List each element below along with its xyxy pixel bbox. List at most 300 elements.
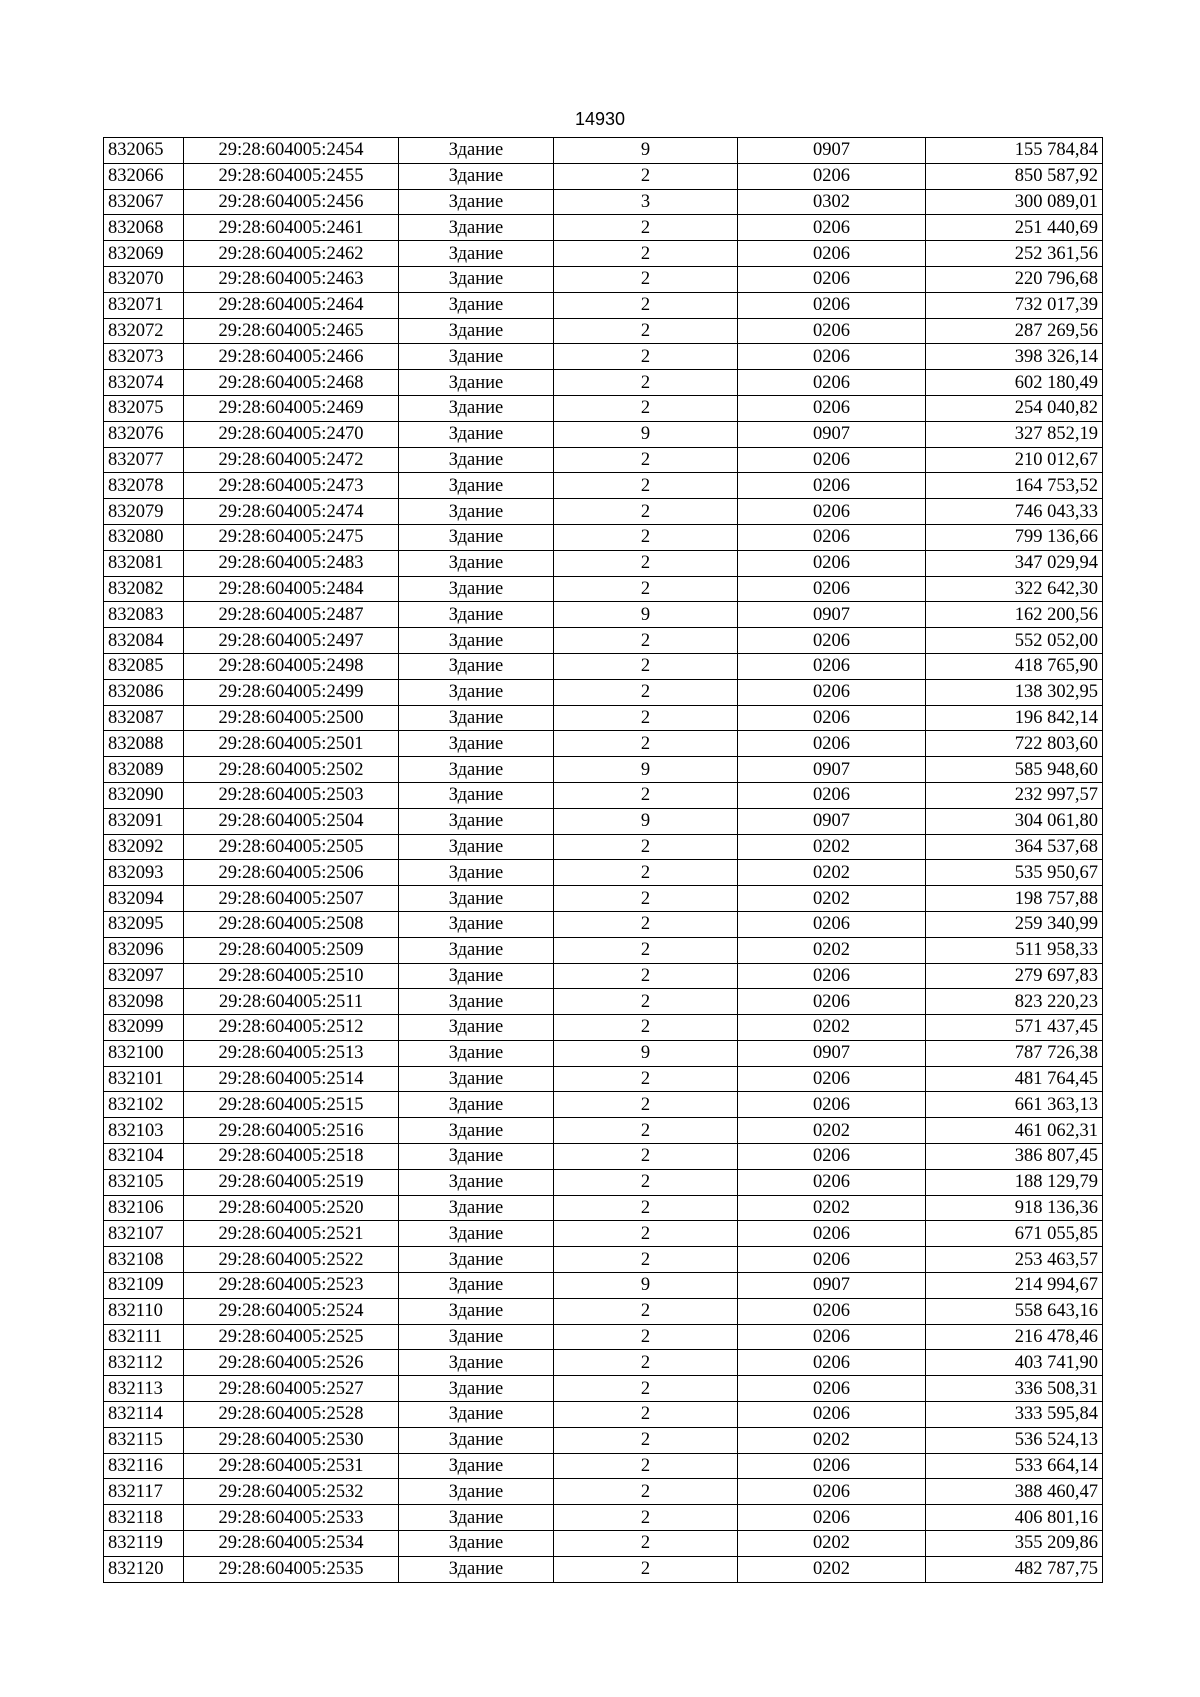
row-number-cell: 832086: [104, 679, 184, 705]
row-number-cell: 832101: [104, 1066, 184, 1092]
cadastral-number-cell: 29:28:604005:2520: [184, 1195, 399, 1221]
row-number-cell: 832120: [104, 1556, 184, 1582]
cadastral-value-cell: 333 595,84: [926, 1402, 1103, 1428]
table-row: [104, 241, 1103, 267]
group-code-cell: 2: [554, 1298, 738, 1324]
group-code-cell: 2: [554, 266, 738, 292]
subgroup-code-cell: 0907: [738, 1273, 926, 1299]
subgroup-code-cell: 0907: [738, 138, 926, 164]
table-row: [104, 370, 1103, 396]
group-code-cell: 2: [554, 1531, 738, 1557]
page-number: 14930: [574, 109, 626, 129]
object-type-cell: Здание: [399, 1015, 554, 1041]
table-row: [104, 731, 1103, 757]
group-code-cell: 2: [554, 679, 738, 705]
object-type-cell: Здание: [399, 1273, 554, 1299]
subgroup-code-cell: 0202: [738, 886, 926, 912]
group-code-cell: 2: [554, 1556, 738, 1582]
row-number-cell: 832071: [104, 292, 184, 318]
row-number-cell: 832090: [104, 782, 184, 808]
cadastral-value-cell: 850 587,92: [926, 163, 1103, 189]
row-number-cell: 832089: [104, 757, 184, 783]
table-row: [104, 1066, 1103, 1092]
cadastral-value-cell: 823 220,23: [926, 989, 1103, 1015]
object-type-cell: Здание: [399, 1144, 554, 1170]
object-type-cell: Здание: [399, 318, 554, 344]
table-row: [104, 989, 1103, 1015]
table-row: [104, 1118, 1103, 1144]
table-row: [104, 1247, 1103, 1273]
object-type-cell: Здание: [399, 1040, 554, 1066]
cadastral-number-cell: 29:28:604005:2524: [184, 1298, 399, 1324]
subgroup-code-cell: 0206: [738, 292, 926, 318]
cadastral-value-cell: 585 948,60: [926, 757, 1103, 783]
subgroup-code-cell: 0202: [738, 1427, 926, 1453]
table-body: [104, 138, 1103, 1583]
subgroup-code-cell: 0206: [738, 473, 926, 499]
cadastral-number-cell: 29:28:604005:2504: [184, 808, 399, 834]
cadastral-number-cell: 29:28:604005:2499: [184, 679, 399, 705]
row-number-cell: 832118: [104, 1505, 184, 1531]
row-number-cell: 832113: [104, 1376, 184, 1402]
subgroup-code-cell: 0206: [738, 344, 926, 370]
object-type-cell: Здание: [399, 1324, 554, 1350]
object-type-cell: Здание: [399, 757, 554, 783]
subgroup-code-cell: 0202: [738, 1015, 926, 1041]
group-code-cell: 2: [554, 447, 738, 473]
table-row: [104, 1350, 1103, 1376]
group-code-cell: 2: [554, 628, 738, 654]
cadastral-value-cell: 196 842,14: [926, 705, 1103, 731]
group-code-cell: 2: [554, 344, 738, 370]
object-type-cell: Здание: [399, 834, 554, 860]
row-number-cell: 832099: [104, 1015, 184, 1041]
row-number-cell: 832110: [104, 1298, 184, 1324]
cadastral-number-cell: 29:28:604005:2532: [184, 1479, 399, 1505]
cadastral-number-cell: 29:28:604005:2509: [184, 937, 399, 963]
cadastral-value-cell: 918 136,36: [926, 1195, 1103, 1221]
cadastral-number-cell: 29:28:604005:2530: [184, 1427, 399, 1453]
group-code-cell: 2: [554, 215, 738, 241]
cadastral-value-cell: 558 643,16: [926, 1298, 1103, 1324]
cadastral-value-cell: 386 807,45: [926, 1144, 1103, 1170]
cadastral-value-cell: 403 741,90: [926, 1350, 1103, 1376]
group-code-cell: 2: [554, 1453, 738, 1479]
group-code-cell: 2: [554, 860, 738, 886]
row-number-cell: 832078: [104, 473, 184, 499]
cadastral-value-cell: 188 129,79: [926, 1169, 1103, 1195]
cadastral-value-cell: 388 460,47: [926, 1479, 1103, 1505]
cadastral-number-cell: 29:28:604005:2522: [184, 1247, 399, 1273]
table-row: [104, 499, 1103, 525]
row-number-cell: 832109: [104, 1273, 184, 1299]
cadastral-number-cell: 29:28:604005:2513: [184, 1040, 399, 1066]
cadastral-value-cell: 364 537,68: [926, 834, 1103, 860]
cadastral-number-cell: 29:28:604005:2519: [184, 1169, 399, 1195]
row-number-cell: 832105: [104, 1169, 184, 1195]
cadastral-value-cell: 533 664,14: [926, 1453, 1103, 1479]
subgroup-code-cell: 0206: [738, 1402, 926, 1428]
table-row: [104, 292, 1103, 318]
table-row: [104, 524, 1103, 550]
object-type-cell: Здание: [399, 499, 554, 525]
table-row: [104, 757, 1103, 783]
object-type-cell: Здание: [399, 963, 554, 989]
cadastral-number-cell: 29:28:604005:2455: [184, 163, 399, 189]
subgroup-code-cell: 0206: [738, 1479, 926, 1505]
row-number-cell: 832069: [104, 241, 184, 267]
row-number-cell: 832094: [104, 886, 184, 912]
group-code-cell: 9: [554, 1273, 738, 1299]
subgroup-code-cell: 0907: [738, 1040, 926, 1066]
cadastral-value-cell: 482 787,75: [926, 1556, 1103, 1582]
group-code-cell: 2: [554, 576, 738, 602]
table-row: [104, 344, 1103, 370]
group-code-cell: 2: [554, 370, 738, 396]
cadastral-value-cell: 253 463,57: [926, 1247, 1103, 1273]
row-number-cell: 832096: [104, 937, 184, 963]
group-code-cell: 2: [554, 292, 738, 318]
cadastral-number-cell: 29:28:604005:2475: [184, 524, 399, 550]
cadastral-value-cell: 155 784,84: [926, 138, 1103, 164]
table-row: [104, 1144, 1103, 1170]
row-number-cell: 832076: [104, 421, 184, 447]
cadastral-value-cell: 398 326,14: [926, 344, 1103, 370]
cadastral-value-cell: 300 089,01: [926, 189, 1103, 215]
row-number-cell: 832079: [104, 499, 184, 525]
cadastral-number-cell: 29:28:604005:2528: [184, 1402, 399, 1428]
object-type-cell: Здание: [399, 782, 554, 808]
cadastral-value-cell: 138 302,95: [926, 679, 1103, 705]
table-row: [104, 421, 1103, 447]
subgroup-code-cell: 0206: [738, 679, 926, 705]
group-code-cell: 2: [554, 782, 738, 808]
cadastral-value-cell: 198 757,88: [926, 886, 1103, 912]
cadastral-number-cell: 29:28:604005:2525: [184, 1324, 399, 1350]
group-code-cell: 2: [554, 1402, 738, 1428]
cadastral-value-cell: 252 361,56: [926, 241, 1103, 267]
row-number-cell: 832067: [104, 189, 184, 215]
row-number-cell: 832100: [104, 1040, 184, 1066]
table-row: [104, 1453, 1103, 1479]
object-type-cell: Здание: [399, 989, 554, 1015]
group-code-cell: 2: [554, 911, 738, 937]
cadastral-number-cell: 29:28:604005:2501: [184, 731, 399, 757]
group-code-cell: 2: [554, 499, 738, 525]
subgroup-code-cell: 0206: [738, 782, 926, 808]
subgroup-code-cell: 0206: [738, 1221, 926, 1247]
row-number-cell: 832082: [104, 576, 184, 602]
cadastral-value-cell: 259 340,99: [926, 911, 1103, 937]
cadastral-number-cell: 29:28:604005:2461: [184, 215, 399, 241]
object-type-cell: Здание: [399, 937, 554, 963]
group-code-cell: 2: [554, 524, 738, 550]
object-type-cell: Здание: [399, 447, 554, 473]
row-number-cell: 832104: [104, 1144, 184, 1170]
cadastral-value-cell: 746 043,33: [926, 499, 1103, 525]
table-row: [104, 1531, 1103, 1557]
table-row: [104, 1376, 1103, 1402]
object-type-cell: Здание: [399, 808, 554, 834]
group-code-cell: 2: [554, 473, 738, 499]
group-code-cell: 2: [554, 731, 738, 757]
cadastral-value-cell: 552 052,00: [926, 628, 1103, 654]
table-row: [104, 963, 1103, 989]
cadastral-value-cell: 232 997,57: [926, 782, 1103, 808]
subgroup-code-cell: 0206: [738, 1505, 926, 1531]
group-code-cell: 2: [554, 1221, 738, 1247]
table-row: [104, 473, 1103, 499]
cadastral-value-cell: 327 852,19: [926, 421, 1103, 447]
cadastral-number-cell: 29:28:604005:2469: [184, 395, 399, 421]
row-number-cell: 832108: [104, 1247, 184, 1273]
cadastral-number-cell: 29:28:604005:2527: [184, 1376, 399, 1402]
group-code-cell: 2: [554, 989, 738, 1015]
object-type-cell: Здание: [399, 421, 554, 447]
object-type-cell: Здание: [399, 628, 554, 654]
subgroup-code-cell: 0206: [738, 241, 926, 267]
subgroup-code-cell: 0907: [738, 602, 926, 628]
row-number-cell: 832080: [104, 524, 184, 550]
row-number-cell: 832073: [104, 344, 184, 370]
cadastral-value-cell: 406 801,16: [926, 1505, 1103, 1531]
table-row: [104, 937, 1103, 963]
cadastral-number-cell: 29:28:604005:2468: [184, 370, 399, 396]
subgroup-code-cell: 0202: [738, 1531, 926, 1557]
cadastral-number-cell: 29:28:604005:2505: [184, 834, 399, 860]
cadastral-value-cell: 732 017,39: [926, 292, 1103, 318]
object-type-cell: Здание: [399, 1531, 554, 1557]
row-number-cell: 832075: [104, 395, 184, 421]
cadastral-number-cell: 29:28:604005:2464: [184, 292, 399, 318]
row-number-cell: 832070: [104, 266, 184, 292]
cadastral-number-cell: 29:28:604005:2515: [184, 1092, 399, 1118]
group-code-cell: 2: [554, 1247, 738, 1273]
subgroup-code-cell: 0206: [738, 550, 926, 576]
cadastral-number-cell: 29:28:604005:2473: [184, 473, 399, 499]
group-code-cell: 9: [554, 1040, 738, 1066]
row-number-cell: 832093: [104, 860, 184, 886]
table-row: [104, 602, 1103, 628]
group-code-cell: 2: [554, 937, 738, 963]
object-type-cell: Здание: [399, 1402, 554, 1428]
group-code-cell: 2: [554, 1169, 738, 1195]
subgroup-code-cell: 0206: [738, 266, 926, 292]
cadastral-value-cell: 214 994,67: [926, 1273, 1103, 1299]
object-type-cell: Здание: [399, 1118, 554, 1144]
row-number-cell: 832114: [104, 1402, 184, 1428]
cadastral-value-cell: 164 753,52: [926, 473, 1103, 499]
subgroup-code-cell: 0206: [738, 1092, 926, 1118]
cadastral-number-cell: 29:28:604005:2472: [184, 447, 399, 473]
subgroup-code-cell: 0202: [738, 1118, 926, 1144]
table-row: [104, 1324, 1103, 1350]
object-type-cell: Здание: [399, 370, 554, 396]
subgroup-code-cell: 0206: [738, 1376, 926, 1402]
subgroup-code-cell: 0202: [738, 1195, 926, 1221]
subgroup-code-cell: 0907: [738, 757, 926, 783]
group-code-cell: 9: [554, 757, 738, 783]
table-row: [104, 1040, 1103, 1066]
table-row: [104, 1402, 1103, 1428]
cadastral-number-cell: 29:28:604005:2484: [184, 576, 399, 602]
cadastral-value-cell: 799 136,66: [926, 524, 1103, 550]
table-row: [104, 860, 1103, 886]
table-row: [104, 1505, 1103, 1531]
object-type-cell: Здание: [399, 886, 554, 912]
cadastral-number-cell: 29:28:604005:2465: [184, 318, 399, 344]
object-type-cell: Здание: [399, 473, 554, 499]
cadastral-number-cell: 29:28:604005:2466: [184, 344, 399, 370]
cadastral-number-cell: 29:28:604005:2523: [184, 1273, 399, 1299]
cadastral-value-cell: 602 180,49: [926, 370, 1103, 396]
group-code-cell: 2: [554, 318, 738, 344]
subgroup-code-cell: 0206: [738, 395, 926, 421]
cadastral-value-cell: 216 478,46: [926, 1324, 1103, 1350]
row-number-cell: 832119: [104, 1531, 184, 1557]
cadastral-number-cell: 29:28:604005:2511: [184, 989, 399, 1015]
cadastral-value-cell: 336 508,31: [926, 1376, 1103, 1402]
cadastral-value-cell: 210 012,67: [926, 447, 1103, 473]
cadastral-value-cell: 220 796,68: [926, 266, 1103, 292]
object-type-cell: Здание: [399, 1556, 554, 1582]
table-row: [104, 886, 1103, 912]
cadastral-number-cell: 29:28:604005:2470: [184, 421, 399, 447]
row-number-cell: 832077: [104, 447, 184, 473]
cadastral-value-cell: 162 200,56: [926, 602, 1103, 628]
row-number-cell: 832087: [104, 705, 184, 731]
cadastral-number-cell: 29:28:604005:2535: [184, 1556, 399, 1582]
object-type-cell: Здание: [399, 1376, 554, 1402]
cadastral-value-cell: 355 209,86: [926, 1531, 1103, 1557]
subgroup-code-cell: 0206: [738, 963, 926, 989]
table-row: [104, 911, 1103, 937]
cadastral-value-table: [103, 137, 1103, 1583]
cadastral-number-cell: 29:28:604005:2487: [184, 602, 399, 628]
row-number-cell: 832111: [104, 1324, 184, 1350]
cadastral-number-cell: 29:28:604005:2518: [184, 1144, 399, 1170]
table-row: [104, 705, 1103, 731]
cadastral-value-cell: 571 437,45: [926, 1015, 1103, 1041]
group-code-cell: 2: [554, 886, 738, 912]
cadastral-value-cell: 322 642,30: [926, 576, 1103, 602]
subgroup-code-cell: 0302: [738, 189, 926, 215]
row-number-cell: 832092: [104, 834, 184, 860]
object-type-cell: Здание: [399, 395, 554, 421]
object-type-cell: Здание: [399, 266, 554, 292]
cadastral-value-cell: 671 055,85: [926, 1221, 1103, 1247]
group-code-cell: 2: [554, 1376, 738, 1402]
table-row: [104, 447, 1103, 473]
cadastral-value-cell: 536 524,13: [926, 1427, 1103, 1453]
table-row: [104, 1195, 1103, 1221]
table-row: [104, 189, 1103, 215]
row-number-cell: 832098: [104, 989, 184, 1015]
table-row: [104, 834, 1103, 860]
subgroup-code-cell: 0206: [738, 911, 926, 937]
object-type-cell: Здание: [399, 138, 554, 164]
cadastral-number-cell: 29:28:604005:2514: [184, 1066, 399, 1092]
row-number-cell: 832106: [104, 1195, 184, 1221]
cadastral-number-cell: 29:28:604005:2512: [184, 1015, 399, 1041]
subgroup-code-cell: 0206: [738, 370, 926, 396]
group-code-cell: 2: [554, 395, 738, 421]
object-type-cell: Здание: [399, 1092, 554, 1118]
group-code-cell: 2: [554, 1324, 738, 1350]
cadastral-number-cell: 29:28:604005:2498: [184, 653, 399, 679]
cadastral-value-cell: 251 440,69: [926, 215, 1103, 241]
object-type-cell: Здание: [399, 1298, 554, 1324]
object-type-cell: Здание: [399, 344, 554, 370]
row-number-cell: 832081: [104, 550, 184, 576]
row-number-cell: 832083: [104, 602, 184, 628]
row-number-cell: 832072: [104, 318, 184, 344]
table-row: [104, 550, 1103, 576]
table-row: [104, 163, 1103, 189]
object-type-cell: Здание: [399, 241, 554, 267]
object-type-cell: Здание: [399, 653, 554, 679]
cadastral-number-cell: 29:28:604005:2534: [184, 1531, 399, 1557]
table-row: [104, 1556, 1103, 1582]
row-number-cell: 832066: [104, 163, 184, 189]
object-type-cell: Здание: [399, 163, 554, 189]
subgroup-code-cell: 0206: [738, 653, 926, 679]
cadastral-number-cell: 29:28:604005:2507: [184, 886, 399, 912]
subgroup-code-cell: 0206: [738, 1066, 926, 1092]
group-code-cell: 2: [554, 1066, 738, 1092]
cadastral-value-cell: 722 803,60: [926, 731, 1103, 757]
group-code-cell: 2: [554, 241, 738, 267]
row-number-cell: 832085: [104, 653, 184, 679]
row-number-cell: 832068: [104, 215, 184, 241]
object-type-cell: Здание: [399, 1221, 554, 1247]
group-code-cell: 9: [554, 138, 738, 164]
object-type-cell: Здание: [399, 860, 554, 886]
object-type-cell: Здание: [399, 550, 554, 576]
row-number-cell: 832084: [104, 628, 184, 654]
cadastral-value-cell: 481 764,45: [926, 1066, 1103, 1092]
cadastral-number-cell: 29:28:604005:2462: [184, 241, 399, 267]
object-type-cell: Здание: [399, 1505, 554, 1531]
row-number-cell: 832102: [104, 1092, 184, 1118]
table-row: [104, 808, 1103, 834]
cadastral-number-cell: 29:28:604005:2516: [184, 1118, 399, 1144]
row-number-cell: 832117: [104, 1479, 184, 1505]
object-type-cell: Здание: [399, 576, 554, 602]
subgroup-code-cell: 0206: [738, 1298, 926, 1324]
group-code-cell: 2: [554, 1118, 738, 1144]
group-code-cell: 2: [554, 1427, 738, 1453]
cadastral-number-cell: 29:28:604005:2454: [184, 138, 399, 164]
row-number-cell: 832103: [104, 1118, 184, 1144]
subgroup-code-cell: 0202: [738, 1556, 926, 1582]
object-type-cell: Здание: [399, 1453, 554, 1479]
table-row: [104, 1169, 1103, 1195]
object-type-cell: Здание: [399, 1195, 554, 1221]
object-type-cell: Здание: [399, 1247, 554, 1273]
row-number-cell: 832091: [104, 808, 184, 834]
object-type-cell: Здание: [399, 524, 554, 550]
row-number-cell: 832065: [104, 138, 184, 164]
cadastral-number-cell: 29:28:604005:2463: [184, 266, 399, 292]
cadastral-value-cell: 511 958,33: [926, 937, 1103, 963]
cadastral-value-cell: 279 697,83: [926, 963, 1103, 989]
cadastral-number-cell: 29:28:604005:2521: [184, 1221, 399, 1247]
cadastral-value-cell: 418 765,90: [926, 653, 1103, 679]
table-row: [104, 628, 1103, 654]
table-row: [104, 782, 1103, 808]
subgroup-code-cell: 0206: [738, 1350, 926, 1376]
